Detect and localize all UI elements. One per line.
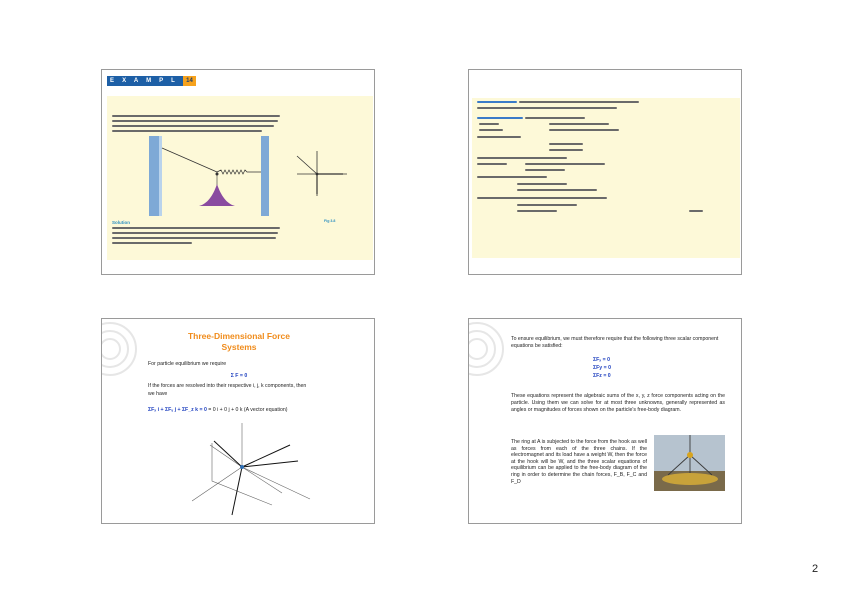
solution-text [112,226,282,248]
slide-title [102,331,375,352]
electromagnet-load [662,473,718,485]
slide-scalar-equilibrium-equations[interactable] [468,318,742,524]
point-a [216,173,219,176]
equation-sum-fx: ΣFₓ = 0 [593,357,610,363]
blurred-text-lines [112,114,282,134]
page-number: 2 [812,563,819,575]
slide-title-line-2: Systems [221,341,257,352]
figure-label: Fig 3.8 [324,219,336,223]
three-d-force-diagram [192,423,312,519]
slide-example-14[interactable] [101,69,375,275]
example-figure [147,136,367,221]
resolve-text-line-2: we have [148,391,168,397]
particle-point [240,465,244,469]
slide-three-dimensional-force-systems[interactable] [101,318,375,524]
slide-title-line-1: Three-Dimensional Force [187,331,291,341]
intro-text: To ensure equilibrium, we must therefore require that the following three scalar component equations be satisfied: [511,336,719,349]
left-wall-face [159,136,162,216]
slide-equilibrium-solution[interactable] [468,69,742,275]
example-label: E X A M P L E [107,76,183,86]
vector-equation [148,407,287,413]
blurred-solution-lines [469,70,742,275]
equation-sum-fz: ΣFz = 0 [593,373,611,379]
vector-equation-lhs: ΣFₓ i + ΣFᵧ j + ΣF_z k = 0 [148,407,207,413]
fbd-point [316,173,319,176]
ring-example-text: The ring at A is subjected to the force from the hook as well as forces from each of the three chains. If the electromagnet and its load have a weight W, then the force at the hook will be W, and the three scalar equations of equilibrium can be applied to the free-body diagram of the ring in order to determine the chain forces, F_B, F_C and F_D [511,439,647,485]
example-number: 14 [183,76,196,86]
sum-f-equation: Σ F = 0 [230,373,248,379]
lamp-shape [199,184,235,206]
blurred-text-lines [112,226,282,246]
resolve-text-line-1: If the forces are resolved into their respective i, j, k components, then [148,383,307,389]
vector-equation-rhs: = 0 i + 0 j + 0 k (A vector equation) [208,407,288,413]
electromagnet-photo [654,435,725,491]
right-wall [261,136,269,216]
spring-ab [217,170,261,174]
intro-text: For particle equilibrium we require [148,361,227,367]
cable-ac [162,148,217,172]
left-wall [149,136,159,216]
fbd-tension-ac [297,156,317,174]
ring-a [687,452,693,458]
equation-sum-fy: ΣFy = 0 [593,365,611,371]
solution-heading: Solution [112,220,130,225]
example-problem-text [112,114,282,136]
equations-explanation: These equations represent the algebraic sums of the x, y, z force components acting on the particle. Using them we can solve for at most three unknowns, generally represented as angles or magnitudes of forces shown on the particle's free-body diagram. [511,393,725,413]
